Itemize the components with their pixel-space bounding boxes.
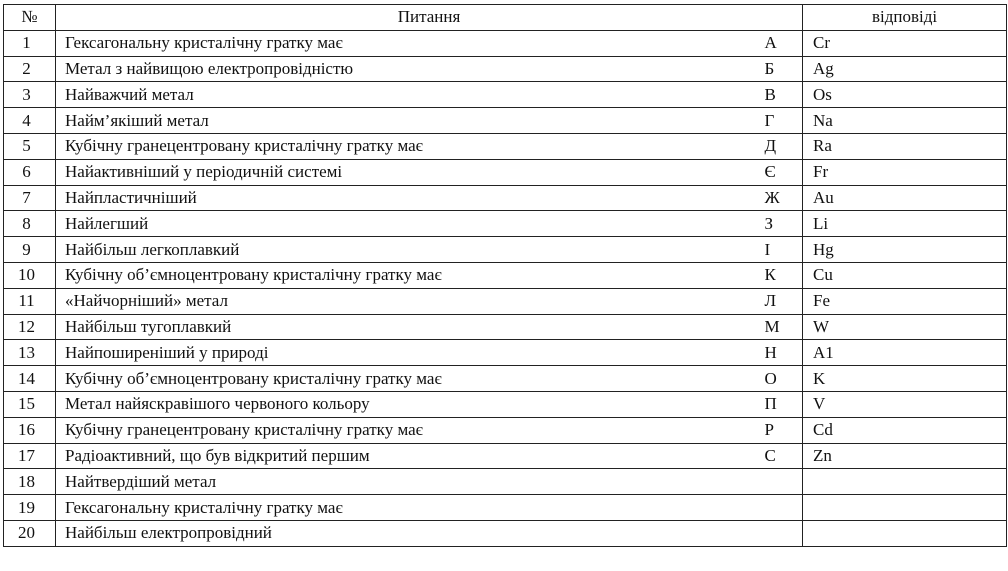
table-row <box>4 443 1007 469</box>
table-row <box>4 520 1007 546</box>
table-row <box>4 211 1007 237</box>
table-row <box>4 314 1007 340</box>
answer-value <box>803 495 1007 521</box>
answer-letter: Р <box>761 417 803 443</box>
header-num: № <box>4 5 56 31</box>
table-row <box>4 288 1007 314</box>
question-text: Найм’якіший метал <box>56 108 761 134</box>
answer-value: Zn <box>803 443 1007 469</box>
row-number: 20 <box>4 520 56 546</box>
question-text: Найбільш електропровідний <box>56 520 761 546</box>
answer-value <box>803 469 1007 495</box>
row-number: 13 <box>4 340 56 366</box>
answer-letter <box>761 495 803 521</box>
question-text: Гексагональну кристалічну гратку має <box>56 495 761 521</box>
row-number: 3 <box>4 82 56 108</box>
answer-value: Na <box>803 108 1007 134</box>
table-row <box>4 82 1007 108</box>
row-number: 10 <box>4 262 56 288</box>
answer-letter: В <box>761 82 803 108</box>
table-row <box>4 262 1007 288</box>
table-row <box>4 495 1007 521</box>
quiz-table <box>3 4 1007 547</box>
answer-letter: З <box>761 211 803 237</box>
answer-value: W <box>803 314 1007 340</box>
table-row <box>4 366 1007 392</box>
answer-letter: Г <box>761 108 803 134</box>
question-text: «Найчорніший» метал <box>56 288 761 314</box>
answer-value: Ag <box>803 56 1007 82</box>
question-text: Найбільш легкоплавкий <box>56 237 761 263</box>
answer-letter: Л <box>761 288 803 314</box>
question-text: Найпоширеніший у природі <box>56 340 761 366</box>
answer-value: Li <box>803 211 1007 237</box>
row-number: 15 <box>4 391 56 417</box>
question-text: Радіоактивний, що був відкритий першим <box>56 443 761 469</box>
question-text: Гексагональну кристалічну гратку має <box>56 30 761 56</box>
row-number: 9 <box>4 237 56 263</box>
question-text: Метал найяскравішого червоного кольору <box>56 391 761 417</box>
answer-value: Hg <box>803 237 1007 263</box>
answer-value: Fr <box>803 159 1007 185</box>
question-text: Кубічну об’ємноцентровану кристалічну гратку має <box>56 262 761 288</box>
question-text: Метал з найвищою електропровідністю <box>56 56 761 82</box>
row-number: 5 <box>4 133 56 159</box>
answer-value: Fe <box>803 288 1007 314</box>
answer-letter <box>761 520 803 546</box>
answer-value: Cd <box>803 417 1007 443</box>
answer-letter: О <box>761 366 803 392</box>
row-number: 8 <box>4 211 56 237</box>
answer-value: Au <box>803 185 1007 211</box>
answer-letter: А <box>761 30 803 56</box>
answer-letter: Д <box>761 133 803 159</box>
row-number: 17 <box>4 443 56 469</box>
question-text: Найважчий метал <box>56 82 761 108</box>
row-number: 6 <box>4 159 56 185</box>
answer-value <box>803 520 1007 546</box>
row-number: 16 <box>4 417 56 443</box>
row-number: 19 <box>4 495 56 521</box>
table-row <box>4 237 1007 263</box>
answer-value: Os <box>803 82 1007 108</box>
table-row <box>4 108 1007 134</box>
table-row <box>4 159 1007 185</box>
table-row <box>4 340 1007 366</box>
answer-letter: Ж <box>761 185 803 211</box>
answer-letter: К <box>761 262 803 288</box>
answer-letter: Є <box>761 159 803 185</box>
header-answers: відповіді <box>803 5 1007 31</box>
row-number: 7 <box>4 185 56 211</box>
answer-value: Ra <box>803 133 1007 159</box>
question-text: Найлегший <box>56 211 761 237</box>
answer-value: K <box>803 366 1007 392</box>
table-row <box>4 30 1007 56</box>
table-row <box>4 417 1007 443</box>
row-number: 1 <box>4 30 56 56</box>
table-row <box>4 133 1007 159</box>
row-number: 2 <box>4 56 56 82</box>
header-row <box>4 5 1007 31</box>
answer-letter: Н <box>761 340 803 366</box>
quiz-table-container <box>3 4 1006 547</box>
table-row <box>4 469 1007 495</box>
answer-value: Cu <box>803 262 1007 288</box>
answer-letter: Б <box>761 56 803 82</box>
row-number: 14 <box>4 366 56 392</box>
table-row <box>4 56 1007 82</box>
answer-value: Cr <box>803 30 1007 56</box>
answer-letter: М <box>761 314 803 340</box>
question-text: Кубічну гранецентровану кристалічну гратку має <box>56 133 761 159</box>
question-text: Найтвердіший метал <box>56 469 761 495</box>
row-number: 11 <box>4 288 56 314</box>
question-text: Найпластичніший <box>56 185 761 211</box>
row-number: 12 <box>4 314 56 340</box>
question-text: Кубічну гранецентровану кристалічну гратку має <box>56 417 761 443</box>
answer-value: A1 <box>803 340 1007 366</box>
question-text: Кубічну об’ємноцентровану кристалічну гратку має <box>56 366 761 392</box>
row-number: 4 <box>4 108 56 134</box>
answer-letter: П <box>761 391 803 417</box>
question-text: Найактивніший у періодичній системі <box>56 159 761 185</box>
row-number: 18 <box>4 469 56 495</box>
question-text: Найбільш тугоплавкий <box>56 314 761 340</box>
header-questions: Питання <box>56 5 803 31</box>
answer-value: V <box>803 391 1007 417</box>
answer-letter: І <box>761 237 803 263</box>
table-row <box>4 391 1007 417</box>
table-body <box>4 30 1007 546</box>
table-row <box>4 185 1007 211</box>
answer-letter: С <box>761 443 803 469</box>
answer-letter <box>761 469 803 495</box>
